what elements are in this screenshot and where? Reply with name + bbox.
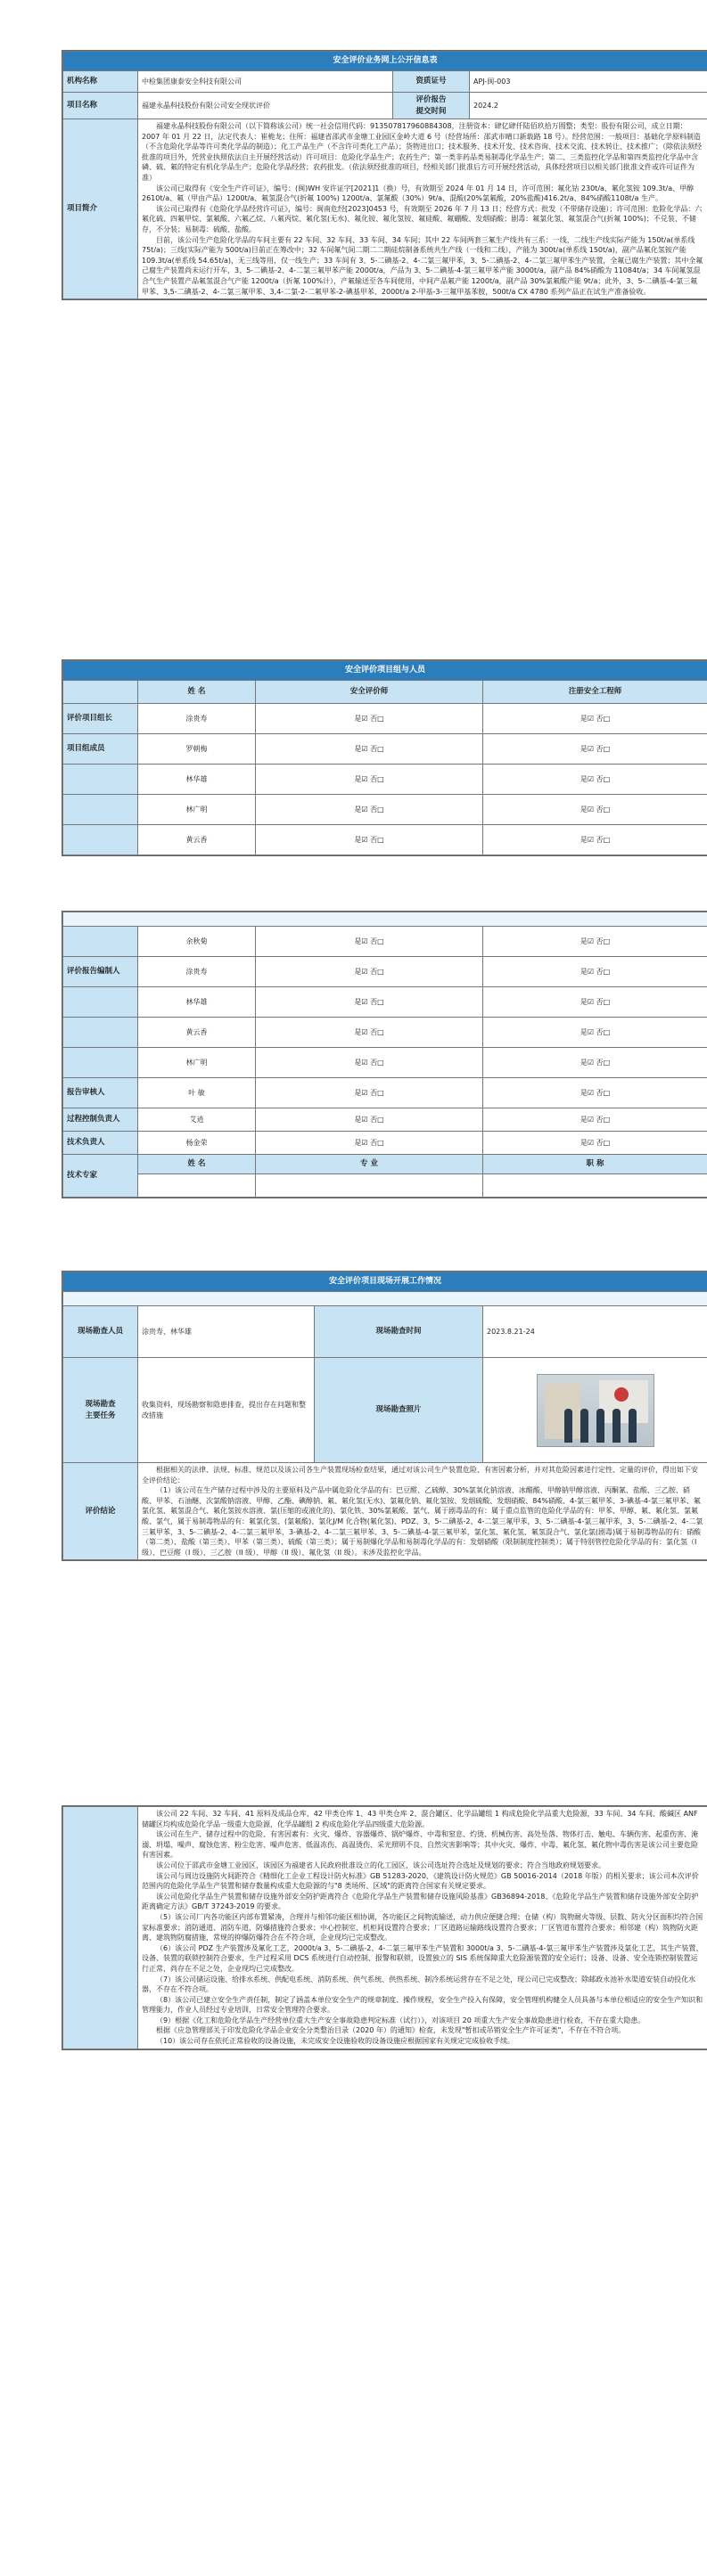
row-eval: 是☑ 否□ <box>256 1132 483 1155</box>
conclusion-continued <box>62 1805 707 2050</box>
survey-task-value: 收集资料，现场勘察和隐患排查，提出存在问题和整改措施 <box>138 1358 315 1463</box>
row-eval: 是☑ 否□ <box>256 1108 483 1132</box>
row-name: 林华雄 <box>138 765 256 795</box>
row-name: 林广明 <box>138 1048 256 1078</box>
row-eng: 是☑ 否□ <box>483 704 707 734</box>
survey-time-label: 现场勘查时间 <box>315 1306 483 1358</box>
row-eng: 是☑ 否□ <box>483 765 707 795</box>
cert-label: 资质证号 <box>393 71 470 93</box>
intro-paragraph: 福建永晶科技股份有限公司（以下简称该公司）统一社会信用代码：913507817960884308，注册资本：肆亿肆仟陆佰玖拾万圆整；类型：股份有限公司，成立日期：2007 年 01 月 22 日，法定代表人：崔桅龙；住所：福建省邵武市金塘工业园区金岭大道 6 号（经营场所：邵武市晴口新载路 18 号）。经营范围：一般项目：基础化学原料制造（不含危险化学品等许可类化学品的制造）；化工产品生产（不含许可类化工产品）；货物进出口；技术服务、技术开发、技术咨询、技术交流、技术转让、技术推广；（除依法须经批准的项目外，凭营业执照依法自主开展经营活动）许可项目：危险化学品生产；农药生产；第一类非药品类易制毒化学品生产；第二、三类监控化学品和第四类监控化学品中含磷、硫、氟的特定有机化学品生产；危险化学品经营；农药批发。（依法须经批准的项目，经相关部门批准后方可开展经营活动，具体经营项目以相关部门批准文件或许可证件为准） <box>142 122 702 182</box>
row-eng: 是☑ 否□ <box>483 1108 707 1132</box>
col-engineer: 注册安全工程师 <box>483 681 707 704</box>
table-row <box>63 927 707 957</box>
row-eng: 是☑ 否□ <box>483 1078 707 1108</box>
row-eng: 是☑ 否□ <box>483 927 707 957</box>
site-work-table <box>62 1271 707 1561</box>
info-table <box>62 50 707 300</box>
conclusion-paragraph: （1）该公司在生产储存过程中涉及的主要原料及产品中属危险化学品的有：巴豆醛、乙硫醇、30%氯氧化钠溶液、冰醋酸、甲醇钠甲醇溶液、丙酮氰、盐酸、三乙胺、硝酸、甲苯、石油醚、次氯酸钠溶液、甲醇、乙酯、碘醇钠、氟、氟化氢(无水)、氯氟化钠、氟化氢铵、发烟硫酸、发烟硝酸、84%硝酸、4-氯三氟甲苯、3-碘基-4-氯三氟甲苯、氟氯化氢、氟氢混合气、氟化氢铵水溶液、氯(压缩的或液化的)、氯化铁、30%氯氟酸、氯气、属于剧毒品的有：属于重点监管的危险化学品的有：甲苯、甲醇、氟、氟化氢、氯氟酸、氯气，属于易制毒物品的有：氟氯化氢、(氯氟酸)、氯化J/M 化合物(氟化氢)、PDZ、3、5-二碘基-2、4-二氯三氟甲苯，3、5-二碘基-4-氯三氟甲苯，3、5-二碘基-2、4-二氯三氟甲苯，3、5-二碘基-2、4-二氯三氟甲苯，3-碘基-2、4-二氯三氟甲苯、3、5-二碘基-4-氯三氟甲苯，氯化氢、氟化氢、氟氢混合气、氯化氯(剧毒)属于易制毒物品的有：硝酸（第二类）、盐酸（第三类）、甲苯（第三类）、硫酸（第三类）；属于易制爆化学品和易制毒化学品的有：发烟硝酸（限制制度控制类）；属于特别管控危险化学品的有：氯化氢（I 级）、巴豆醛（I 级）、三乙胺（II 级）、甲醇（II 级）、氟化氢（II 级）。未涉及监控化学品。 <box>142 1486 703 1557</box>
row-role <box>63 1018 138 1048</box>
row-eval: 是☑ 否□ <box>256 957 483 987</box>
table-row <box>63 1078 707 1108</box>
conclusion-label: 评价结论 <box>63 1463 138 1560</box>
row-role <box>63 1048 138 1078</box>
row-name: 林华雄 <box>138 987 256 1018</box>
conclusion-paragraph: （10）该公司存在依托正常验收的设备设施，未完成安全设施验收的设备设施应根据国家有关规定完成验收手续。 <box>156 2037 515 2046</box>
row-role: 评价项目组长 <box>63 704 138 734</box>
col-name: 姓 名 <box>138 681 256 704</box>
project-value: 福建永晶科技股份有限公司安全现状评价 <box>138 93 393 119</box>
row-eng: 是☑ 否□ <box>483 734 707 765</box>
row-role <box>63 987 138 1018</box>
intro-paragraph: 该公司已取得有《危险化学品经营许可证》，编号：闽南危经[2023]0453 号，有效期至 2026 年 7 月 13 日；经营方式：批发（不带储存设施）；许可范围：危险化学品：六氟化硫、四氟甲烷、氯氟酸、六氟乙烷、八氟丙烷、氟化氢(无水)、氟化铵、氟化氢铵、氟硅酸、氟硼酸、发烟硝酸；剧毒：氟氯化氢、氟氢混合气(折氟 100%)；不兑装、不储存，不分装；易制毒：硫酸、盐酸。 <box>142 204 703 233</box>
conclusion-paragraph: 该公司 22 车间、32 车间、41 原料及成品仓库、42 甲类仓库 1、43 甲类仓库 2、混合罐区、化学品罐组 1 构成危险化学品重大危险源，33 车间、34 车间、酸碱区 ANF 储罐区均构成危险化学品一级重大危险源，化学品罐组 2 构成危险化学品四级重大危险源。 <box>142 1810 698 1828</box>
cert-value: APJ-闽-003 <box>470 71 707 93</box>
project-label: 项目名称 <box>63 93 138 119</box>
expert-col-major: 专 业 <box>256 1155 483 1174</box>
org-value: 中检集团康泰安全科技有限公司 <box>138 71 393 93</box>
table-row <box>63 765 707 795</box>
row-name: 涂贵寿 <box>138 957 256 987</box>
row-eng: 是☑ 否□ <box>483 795 707 825</box>
table-row <box>63 957 707 987</box>
survey-time-value: 2023.8.21-24 <box>483 1306 707 1358</box>
staff-table <box>62 911 707 1198</box>
conclusion-more-text <box>138 1807 707 2049</box>
survey-people-label: 现场勘查人员 <box>63 1306 138 1358</box>
row-name: 余秋菊 <box>138 927 256 957</box>
row-eval: 是☑ 否□ <box>256 1078 483 1108</box>
table-row <box>63 1108 707 1132</box>
row-role: 项目组成员 <box>63 734 138 765</box>
intro-label: 项目简介 <box>63 119 138 299</box>
site-work-title: 安全评价项目现场开展工作情况 <box>63 1272 707 1292</box>
row-name: 林广明 <box>138 795 256 825</box>
conclusion-paragraph: （6）该公司 PDZ 生产装置涉及氟化工艺，2000t/a 3、5-二碘基-2、4-二氯三氟甲苯生产装置和 3000t/a 3、5-二碘基-4-氯三氟甲苯生产装置涉及氯化工艺，其生产装置、设备、装置的联锁控制符合要求，生产过程采用 DCS 系统进行自动控制、报警和联锁，设置独立的 SIS 系统保障重大危险源装置的安全运行；设备、设备、安全连锁控制装置运行正常，尚存在不足之处，企业现均已完成整改。 <box>142 1943 703 1973</box>
col-evaluator: 安全评价师 <box>256 681 483 704</box>
table-row <box>63 987 707 1018</box>
row-eval: 是☑ 否□ <box>256 825 483 855</box>
row-eng: 是☑ 否□ <box>483 825 707 855</box>
table-row <box>63 1048 707 1078</box>
info-table-title: 安全评价业务网上公开信息表 <box>63 52 707 71</box>
row-role <box>63 825 138 855</box>
conclusion-paragraph: （8）该公司已建立安全生产责任制，制定了涵盖本单位安全生产的规章制度、操作规程，安全生产投入有保障，安全管理机构健全人员具备与本单位相适应的安全生产知识和管理能力，作业人员经过专业培训，日常安全管理符合要求。 <box>142 1995 703 2015</box>
date-label: 评价报告 提交时间 <box>393 93 470 119</box>
row-role <box>63 765 138 795</box>
conclusion-paragraph: 根据相关的法律、法规、标准、规范以及该公司各生产装置现场检查结果，通过对该公司生产装置危险、有害因素分析，并对其危险因素进行定性、定量的评价，得出如下安全评价结论： <box>142 1466 698 1484</box>
table-row <box>63 825 707 855</box>
conclusion-paragraph: （5）该公司厂内各功能区内部布置紧凑，合理并与相邻功能区相协调，各功能区之间物流输送，动力供应便捷合理；仓储（构）筑物耐火等级、层数、防火分区面积均符合国家标准要求；消防通道、消防车道，防爆措施符合要求；中心控制室、机柜间设置符合要求；厂区道路运输路线设置符合要求；厂区管道布置符合要求；相邻建（构）筑物防火距离、建筑物防腐措施，常规的抑爆防爆符合在不符合项，企业现均已完成整改。 <box>142 1912 703 1942</box>
expert-col-name: 姓 名 <box>138 1155 256 1174</box>
table-row <box>63 1132 707 1155</box>
conclusion-paragraph: 该公司在生产、储存过程中的危险、有害因素有：火灾、爆炸、容器爆炸、锅炉爆炸、中毒和窒息、灼烫、机械伤害、高处坠落、物体打击、触电、车辆伤害、起重伤害、淹溺、坍塌、噪声、腐蚀危害、粉尘危害、噪声危害、低温冻伤、高温烫伤、采光照明不良、自然灾害影响等；其中火灾、爆炸、中毒、氟化氢、氟化物中毒伤害是该公司主要危险有害因素。 <box>142 1830 698 1860</box>
date-value: 2024.2 <box>470 93 707 119</box>
row-name: 黄云香 <box>138 1018 256 1048</box>
row-eng: 是☑ 否□ <box>483 1018 707 1048</box>
intro-paragraph: 该公司已取得有《安全生产许可证》，编号：(闽)WH 安许证字[2021]1（换）号，有效期至 2024 年 01 月 14 日，许可范围：氟化钴 230t/a、氟化氢铵 109.3t/a、甲醇 2610t/a、氟（甲由产品）1200t/a、氟氢混合气(折氟 100%) 1200t/a、氯氟酸（30%）9t/a、混酸(20%氯氟酸，20%盐酸)416.2t/a、84%硝酸1108t/a 生产。 <box>142 184 695 203</box>
row-eval: 是☑ 否□ <box>256 734 483 765</box>
intro-text <box>138 119 707 299</box>
row-name: 艾逍 <box>138 1108 256 1132</box>
conclusion-paragraph: （9）根据《化工和危险化学品生产经营单位重大生产安全事故隐患判定标准（试行）》，对该项目 20 项重大生产安全事故隐患进行检查，不存在重大隐患。 <box>156 2016 645 2024</box>
row-eval: 是☑ 否□ <box>256 795 483 825</box>
row-eng: 是☑ 否□ <box>483 1132 707 1155</box>
table-row <box>63 734 707 765</box>
intro-paragraph: 目前，该公司生产危险化学品的车间主要有 22 车间、32 车间、33 车间、34 车间；其中 22 车间两套三氟生产线共有三系：一线、二线生产线实际产能为 150t/a(单系线 75t/a)；三线(实际产能为 500t/a)目前正在筹改中；32 车间氟气间二期二二期硅烷制备系统共生产线（一线和二线），产能为 300t/a(单系线 150t/a)，副产品氟化氢铵产能 109.3t/a(单系线 54.65t/a)，无三线等用，仅一线生产；33 车间有 3、5-二碘基-2、4-二氯三氟甲苯，3、5-二碘基-2、4-二氯三氟甲苯生产装置，全氟已腐生产装置；其中全氟己腐生产装置尚未运行开车，3、5-二碘基-2、4-二氯三氟甲苯产能 2000t/a，产品为 3、5-二碘基-4-氯三氟甲苯产能 3000t/a，副产品 84%硝酸为 11084t/a；34 车间氟氢混合气生产装置产品氟氢混合气产能 1200t/a（折氟 100%计），产氟输送至各车间使用，中间产品氟产能 1200t/a，副产品 30%氯氟酸产能 9t/a；此外，3、5-二碘基-4-氯三氟甲苯、3,5-二碘基-2、4-二氯三氟甲苯、3,4-二氯-2-二氟甲苯-2-碘基甲苯、2000t/a 2-甲基-3-三氟甲基苯胺，500t/a CX 4780 系列产品正在试生产准备验收。 <box>142 235 703 296</box>
conclusion-paragraph: 该公司位于邵武市金塘工业园区，该园区为福建省人民政府批准设立的化工园区，该公司选址符合选址及规划的要求；符合当地政府规划要求。 <box>156 1860 605 1869</box>
survey-photo-label: 现场勘查照片 <box>315 1358 483 1463</box>
row-role: 过程控制负责人 <box>63 1108 138 1132</box>
table-row <box>63 795 707 825</box>
row-eval: 是☑ 否□ <box>256 765 483 795</box>
row-eng: 是☑ 否□ <box>483 957 707 987</box>
row-eval: 是☑ 否□ <box>256 987 483 1018</box>
row-role: 评价报告编制人 <box>63 957 138 987</box>
team-table <box>62 659 707 856</box>
row-name: 涂贵寿 <box>138 704 256 734</box>
conclusion-paragraph: 该公司危险化学品生产装置和储存设施外部安全防护距离符合《危险化学品生产装置和储存设施风险基准》GB36894-2018、《危险化学品生产装置和储存设施外部安全防护距离确定方法》GB/T 37243-2019 的要求。 <box>142 1892 699 1911</box>
row-name: 叶 敏 <box>138 1078 256 1108</box>
survey-task-label: 现场勘查 主要任务 <box>63 1358 138 1463</box>
row-role: 报告审核人 <box>63 1078 138 1108</box>
table-row <box>63 1018 707 1048</box>
row-eval: 是☑ 否□ <box>256 1048 483 1078</box>
row-role <box>63 795 138 825</box>
expert-col-title: 职 称 <box>483 1155 707 1174</box>
row-eval: 是☑ 否□ <box>256 927 483 957</box>
site-photo <box>537 1374 654 1447</box>
expert-role: 技术专家 <box>63 1155 138 1198</box>
survey-photo-cell <box>483 1358 707 1463</box>
conclusion-paragraph: 根据《应急管理部关于印发危险化学品企业安全分类整治目录（2020 年）的通知》检查，未发现"暂扣或吊销安全生产许可证类"，不存在不符合项。 <box>156 2026 626 2035</box>
row-eval: 是☑ 否□ <box>256 1018 483 1048</box>
row-eng: 是☑ 否□ <box>483 1048 707 1078</box>
row-role: 技术负责人 <box>63 1132 138 1155</box>
team-table-title: 安全评价项目组与人员 <box>63 661 707 681</box>
row-eval: 是☑ 否□ <box>256 704 483 734</box>
table-row <box>63 704 707 734</box>
org-label: 机构名称 <box>63 71 138 93</box>
row-name: 罗朝梅 <box>138 734 256 765</box>
conclusion-paragraph: （7）该公司储运设施、给排水系统、供配电系统、消防系统、供气系统、供热系统、制冷系统运营存在不足之处，现公司已完成整改；除邮政永池补水渠道安装自动投化水器，不存在不符合项。 <box>142 1975 696 1994</box>
row-role <box>63 927 138 957</box>
row-eng: 是☑ 否□ <box>483 987 707 1018</box>
survey-people-value: 涂贵寿、林华雄 <box>138 1306 315 1358</box>
conclusion-paragraph: 该公司与周边设施防火间距符合《精细化工企业工程设计防火标准》GB 51283-2020、《建筑设计防火规范》GB 50016-2014（2018 年版）的相关要求；该公司本次评价范围内的危险化学品生产装置和储存数量构成重大危险源的与"8 类场所、区域"的距离符合国家有关规定要求。 <box>142 1871 699 1891</box>
row-name: 黄云香 <box>138 825 256 855</box>
row-name: 杨金荣 <box>138 1132 256 1155</box>
conclusion-text <box>138 1463 707 1560</box>
